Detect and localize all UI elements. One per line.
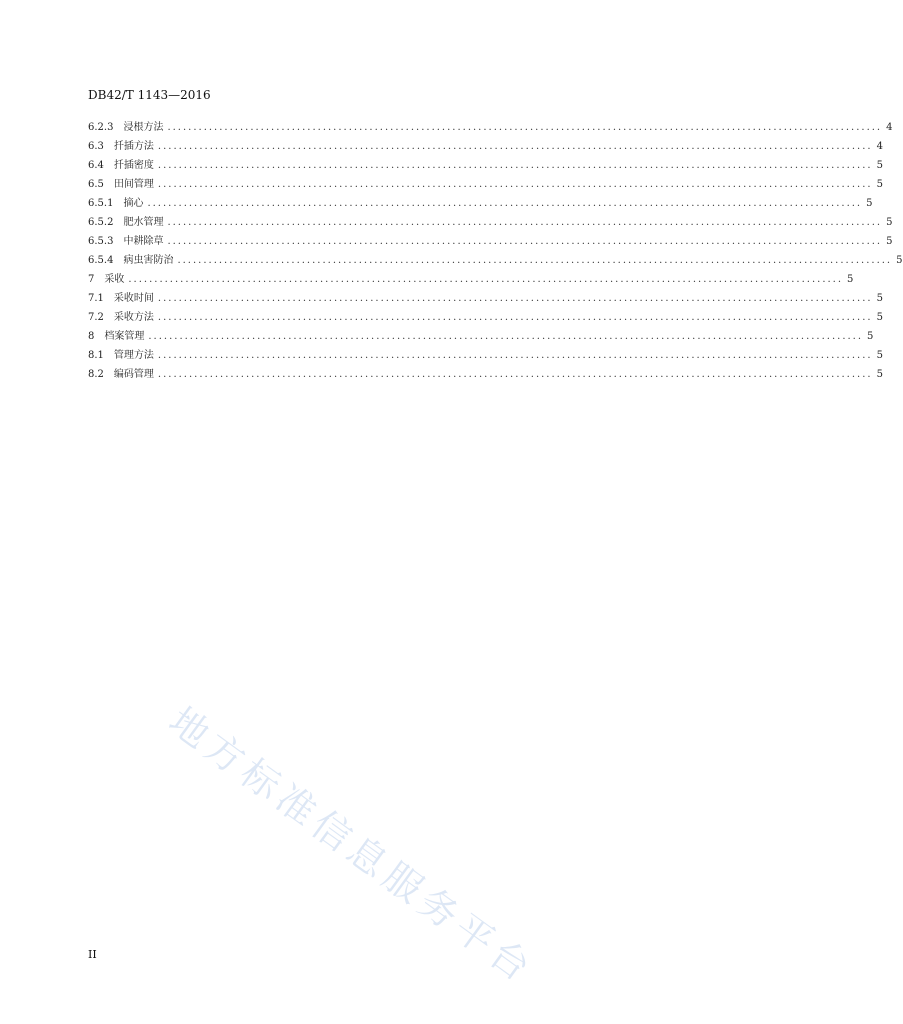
toc-entry-title: 浸根方法 [123, 122, 164, 133]
toc-leader-dots: .......................................................................................................................................... [167, 122, 883, 133]
toc-entry-page: 5 [876, 179, 883, 190]
toc-entry-number: 6.5 [88, 179, 104, 190]
toc-entry-page: 5 [847, 274, 854, 285]
toc-entry-page: 5 [876, 160, 883, 171]
toc-entry-number: 7.2 [88, 312, 104, 323]
toc-entry-number: 6.5.3 [88, 236, 114, 247]
toc-entry-number: 6.4 [88, 160, 104, 171]
toc-entry-page: 4 [876, 141, 883, 152]
toc-entry-title: 肥水管理 [123, 217, 164, 228]
table-of-contents [88, 118, 903, 384]
toc-entry-page: 5 [876, 350, 883, 361]
toc-entry-page: 5 [876, 369, 883, 380]
toc-entry-number: 8.2 [88, 369, 104, 380]
toc-leader-dots: .......................................................................................................................................... [167, 236, 883, 247]
toc-leader-dots: .......................................................................................................................................... [147, 198, 863, 209]
toc-entry-title: 扦插方法 [113, 141, 154, 152]
toc-entry[interactable] [88, 270, 854, 289]
toc-entry[interactable] [88, 289, 883, 308]
toc-entry-page: 5 [876, 293, 883, 304]
toc-entry-title: 病虫害防治 [123, 255, 174, 266]
toc-leader-dots: .......................................................................................................................................... [157, 350, 873, 361]
toc-leader-dots: .......................................................................................................................................... [157, 179, 873, 190]
toc-entry-number: 6.2.3 [88, 122, 114, 133]
toc-entry-title: 扦插密度 [113, 160, 154, 171]
toc-entry[interactable] [88, 118, 893, 137]
toc-entry-page: 4 [886, 122, 893, 133]
toc-entry[interactable] [88, 156, 883, 175]
toc-entry-number: 7 [88, 274, 95, 285]
toc-entry[interactable] [88, 251, 903, 270]
toc-entry[interactable] [88, 194, 873, 213]
toc-entry[interactable] [88, 232, 893, 251]
toc-entry-page: 5 [896, 255, 903, 266]
toc-leader-dots: .......................................................................................................................................... [128, 274, 844, 285]
toc-leader-dots: .......................................................................................................................................... [157, 312, 873, 323]
toc-entry[interactable] [88, 365, 883, 384]
toc-entry-title: 采收 [104, 274, 125, 285]
toc-leader-dots: .......................................................................................................................................... [148, 331, 864, 342]
toc-entry[interactable] [88, 213, 893, 232]
toc-entry[interactable] [88, 308, 883, 327]
toc-leader-dots: .......................................................................................................................................... [157, 293, 873, 304]
toc-entry-number: 6.5.4 [88, 255, 114, 266]
toc-entry[interactable] [88, 175, 883, 194]
toc-entry-title: 编码管理 [113, 369, 154, 380]
toc-entry-number: 6.5.2 [88, 217, 114, 228]
toc-entry-title: 中耕除草 [123, 236, 164, 247]
toc-leader-dots: .......................................................................................................................................... [157, 369, 873, 380]
toc-entry-number: 8 [88, 331, 95, 342]
toc-entry-page: 5 [876, 312, 883, 323]
toc-leader-dots: .......................................................................................................................................... [177, 255, 893, 266]
toc-leader-dots: .......................................................................................................................................... [167, 217, 883, 228]
toc-entry-title: 采收时间 [113, 293, 154, 304]
toc-entry[interactable] [88, 137, 883, 156]
toc-entry-number: 7.1 [88, 293, 104, 304]
toc-leader-dots: .......................................................................................................................................... [157, 141, 873, 152]
toc-entry-title: 档案管理 [104, 331, 145, 342]
toc-entry-title: 摘心 [123, 198, 144, 209]
watermark: 地方标准信息服务平台 [161, 698, 543, 993]
toc-entry-page: 5 [886, 217, 893, 228]
toc-entry-number: 6.3 [88, 141, 104, 152]
toc-entry-number: 8.1 [88, 350, 104, 361]
toc-leader-dots: .......................................................................................................................................... [157, 160, 873, 171]
toc-entry[interactable] [88, 327, 874, 346]
document-code: DB42/T 1143—2016 [88, 88, 211, 102]
toc-entry-number: 6.5.1 [88, 198, 114, 209]
toc-entry-title: 田间管理 [113, 179, 154, 190]
toc-entry-page: 5 [866, 198, 873, 209]
toc-entry-title: 管理方法 [113, 350, 154, 361]
toc-entry[interactable] [88, 346, 883, 365]
page-number: II [88, 948, 97, 961]
toc-entry-title: 采收方法 [113, 312, 154, 323]
toc-entry-page: 5 [886, 236, 893, 247]
toc-entry-page: 5 [867, 331, 874, 342]
